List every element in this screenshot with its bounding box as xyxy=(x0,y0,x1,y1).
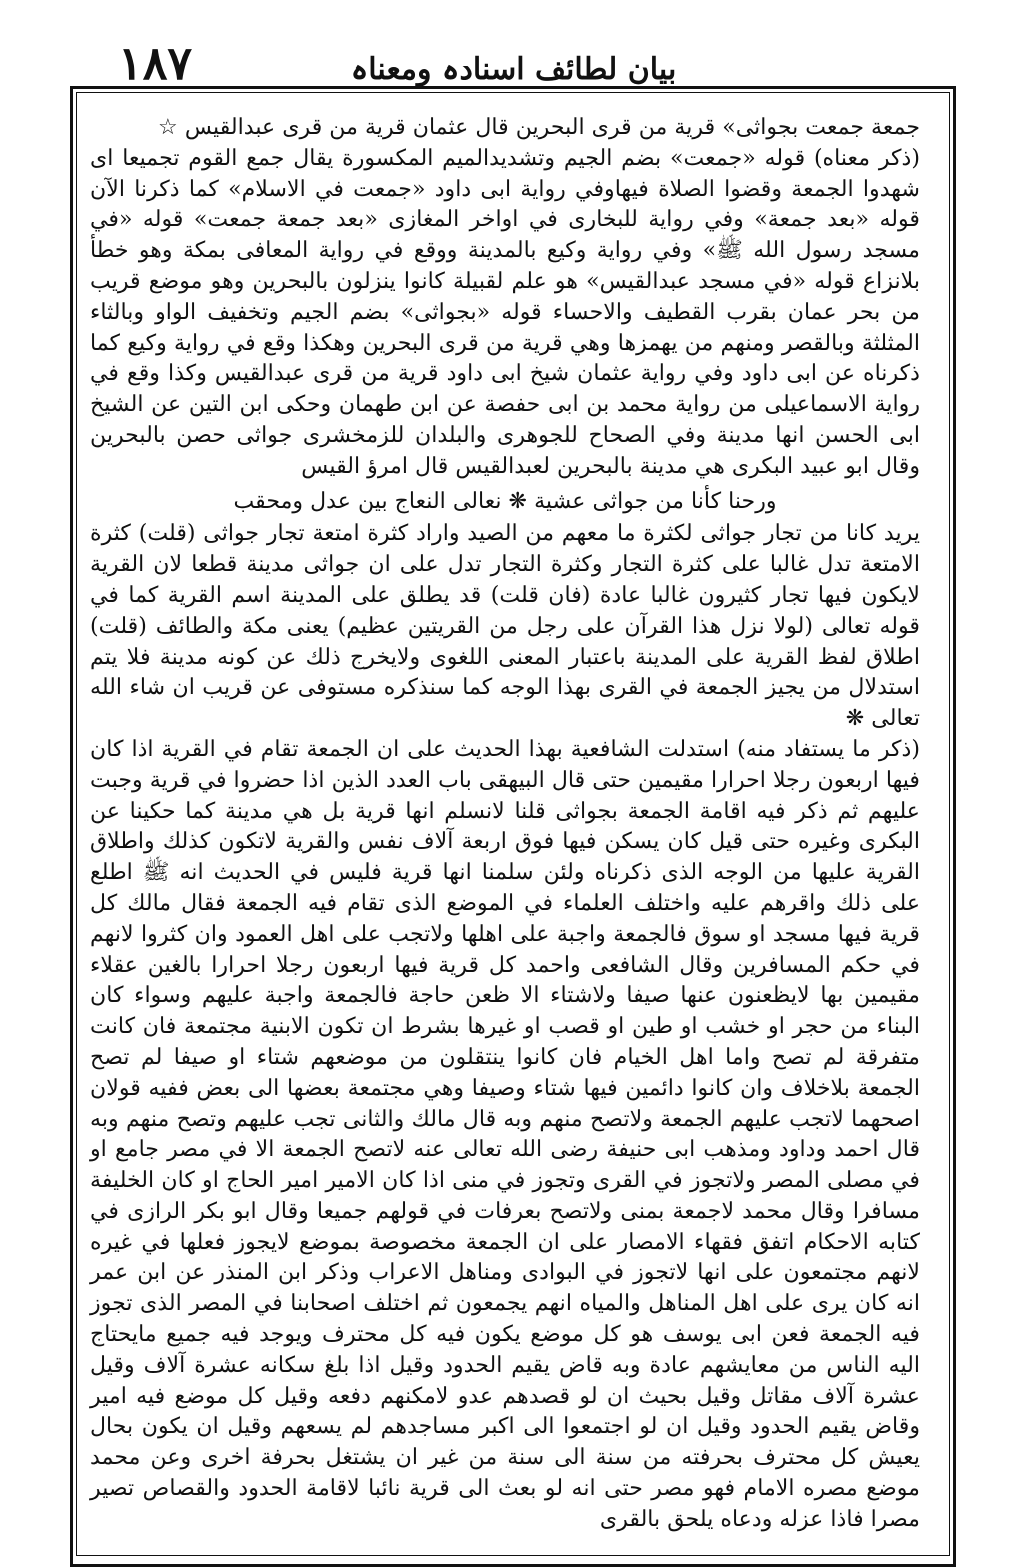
running-title: بیان لطائف اسنادہ ومعناہ xyxy=(350,52,677,87)
main-text xyxy=(90,112,920,1535)
page-number: ١٨٧ xyxy=(118,36,193,90)
paragraph-rulings: (ذكر ما يستفاد منه) استدلت الشافعية بهذا الحديث على ان الجمعة تقام في القرية اذا كان فيها اربعون رجلا احرارا مقيمين حتى قال البيهقى باب العدد الذين اذا حضروا في قرية وجبت عليهم ثم ذكر فيه اقامة الجمعة بجواثى قلنا لانسلم انها قرية بل هي مدينة كما حكينا عن البكرى وغيره حتى قيل كان يسكن فيها فوق اربعة آلاف نفس والقرية لاتكون كذلك واطلاق القرية عليها من الوجه الذى ذكرناه ولئن سلمنا انها قرية فليس في الحديث انه ﷺ اطلع على ذلك واقرهم عليه واختلف العلماء في الموضع الذى تقام فيه الجمعة فقال مالك كل قرية فيها مسجد او سوق فالجمعة واجبة على اهلها ولاتجب على اهل العمود وان كثروا لانهم في حكم المسافرين وقال الشافعى واحمد كل قرية فيها اربعون رجلا احرارا بالغين عقلاء مقيمين بها لايظعنون عنها صيفا ولاشتاء الا ظعن حاجة فالجمعة واجبة عليهم وسواء كان البناء من حجر او خشب او طين او قصب او غيرها بشرط ان تكون الابنية مجتمعة فان كانت متفرقة لم تصح واما اهل الخيام فان كانوا ينتقلون من موضعهم شتاء او صيفا لم تصح الجمعة بلاخلاف وان كانوا دائمين فيها شتاء وصيفا وهي مجتمعة بعضها الى بعض ففيه قولان اصحهما لاتجب عليهم الجمعة ولاتصح منهم وبه قال مالك والثانى تجب عليهم وتصح منهم وبه قال احمد وداود ومذهب ابى حنيفة رضى الله تعالى عنه لاتصح الجمعة الا في مصر جامع او في مصلى المصر ولاتجوز في القرى وتجوز في منى اذا كان الامير امير الحاج او كان الخليفة مسافرا وقال محمد لاجمعة بمنى ولاتصح بعرفات في قولهم جميعا وقال ابو بكر الرازى في كتابه الاحكام اتفق فقهاء الامصار على ان الجمعة مخصوصة بموضع لايجوز فعلها في غيره لانهم مجتمعون على انها لاتجوز في البوادى ومناهل الاعراب وذكر ابن المنذر عن ابن عمر انه كان يرى على اهل المناهل والمياه انهم يجمعون ثم اختلف اصحابنا في المصر الذى تجوز فيه الجمعة فعن ابى يوسف هو كل موضع يكون فيه كل محترف ويوجد فيه جميع مايحتاج اليه الناس من معايشهم عادة وبه قاض يقيم الحدود وقيل اذا بلغ سكانه عشرة آلاف وقيل عشرة آلاف مقاتل وقيل بحيث ان لو قصدهم عدو لامكنهم دفعه وقيل كل موضع فيه امير وقاض يقيم الحدود وقيل ان لو اجتمعوا الى اكبر مساجدهم لم يسعهم وقيل ان يكون بحال يعيش كل محترف بحرفته من سنة الى سنة من غير ان يشتغل بحرفة اخرى وعن محمد موضع مصره الامام فهو مصر حتى انه لو بعث الى قرية نائبا لاقامة الحدود والقصاص تصير مصرا فاذا عزله ودعاه يلحق بالقرى xyxy=(90,735,920,1532)
paragraph-meaning: (ذكر معناه) قوله «جمعت» بضم الجيم وتشديدالميم المكسورة يقال جمع القوم تجميعا اى شهدوا الجمعة وقضوا الصلاة فيهاوفي رواية ابى داود «جمعت في الاسلام» كما ذكرنا الآن قوله «بعد جمعة» وفي رواية للبخارى في اواخر المغازى «بعد جمعة جمعت» قوله «في مسجد رسول الله ﷺ» وفي رواية وكيع بالمدينة ووقع في رواية المعافى بمكة وهو خطأ بلانزاع قوله «في مسجد عبدالقيس» هو علم لقبيلة كانوا ينزلون بالبحرين وهو موضع قريب من بحر عمان بقرب القطيف والاحساء قوله «بجواثى» بضم الجيم وتخفيف الواو وبالثاء المثلثة وبالقصر ومنهم من يهمزها وهي قرية من قرى البحرين وهكذا وقع في رواية وكيع كما ذكرناه عن ابى داود وفي رواية عثمان شيخ ابى داود قرية من قرى عبدالقيس وكذا وقع في رواية الاسماعيلى من رواية محمد بن ابى حفصة عن ابن طهمان وحكى ابن التين عن الشيخ ابى الحسن انها مدينة وفي الصحاح للجوهرى والبلدان للزمخشرى جواثى حصن بالبحرين وقال ابو عبيد البكرى هي مدينة بالبحرين لعبدالقيس قال امرؤ القيس xyxy=(90,144,920,479)
paragraph-commentary: يريد كانا من تجار جواثى لكثرة ما معهم من الصيد واراد كثرة امتعة تجار جواثى (قلت) كثرة الامتعة تدل غالبا على كثرة التجار وكثرة التجار تدل على ان جواثى مدينة قطعا لان القرية لايكون فيها تجار كثيرون غالبا عادة (فان قلت) قد يطلق على المدينة اسم القرية كما في قوله تعالى (لولا نزل هذا القرآن على رجل من القريتين عظيم) يعنى مكة والطائف (قلت) اطلاق لفظ القرية على المدينة باعتبار المعنى اللغوى ولايخرج ذلك عن كونه مدينة فلا يتم استدلال من يجيز الجمعة في القرى بهذا الوجه كما سنذكره مستوفى عن قريب ان شاء الله تعالى ❋ xyxy=(90,520,921,732)
paragraph-hadith-end: جمعة جمعت بجواثى» قرية من قرى البحرين قال عثمان قرية من قرى عبدالقيس ☆ xyxy=(158,114,920,140)
poetry-verse: ورحنا كأنا من جواثى عشية ❋ نعالى النعاج بين عدل ومحقب xyxy=(233,487,777,514)
